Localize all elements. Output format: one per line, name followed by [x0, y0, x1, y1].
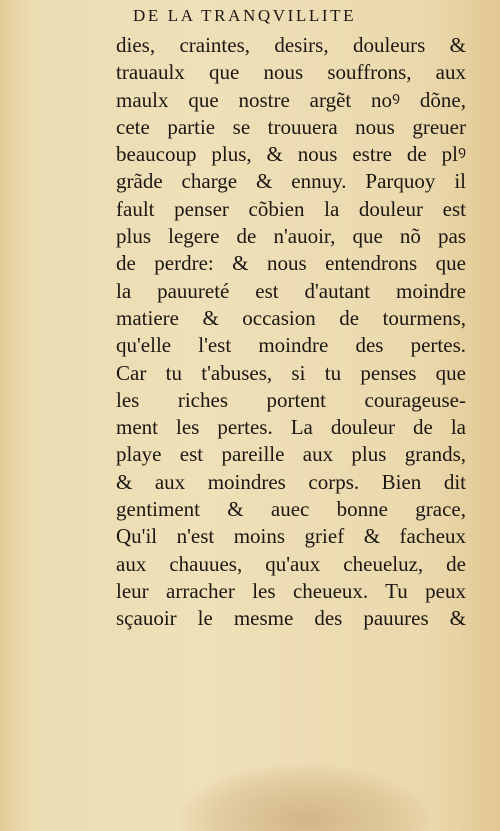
text-line: sçauoir le mesme des pauures & [116, 606, 466, 631]
text-line: qu'elle l'est moindre des pertes. [116, 333, 466, 358]
text-line: Car tu t'abuses, si tu penses que [116, 360, 466, 385]
text-line: matiere & occasion de tourmens, [116, 305, 466, 330]
text-line: aux chauues, qu'aux cheueluz, de [116, 551, 466, 576]
text-line: & aux moindres corps. Bien dit [116, 469, 466, 494]
text-line: cete partie se trouuera nous greuer [116, 114, 466, 139]
text-line: dies, craintes, desirs, douleurs & [116, 33, 466, 57]
text-line: fault penser cõbien la douleur est [116, 196, 466, 221]
page-stain [180, 765, 430, 831]
text-line: leur arracher les cheueux. Tu peux [116, 578, 466, 603]
text-line: la pauureté est d'autant moindre [116, 278, 466, 303]
text-line: playe est pareille aux plus grands, [116, 442, 466, 467]
text-line: ment les pertes. La douleur de la [116, 415, 466, 440]
text-line: trauaulx que nous souffrons, aux [116, 60, 466, 85]
text-line: les riches portent courageuse- [116, 387, 466, 412]
text-line: de perdre: & nous entendrons que [116, 251, 466, 276]
text-line: Qu'il n'est moins grief & facheux [116, 524, 466, 549]
text-line: beaucoup plus, & nous estre de plꝰ [116, 142, 466, 167]
text-line: gentiment & auec bonne grace, [116, 497, 466, 522]
running-head: DE LA TRANQVILLITE [133, 6, 357, 25]
text-line: grãde charge & ennuy. Parquoy il [116, 169, 466, 194]
text-line: maulx que nostre argẽt noꝰ dõne, [116, 87, 466, 112]
text-block [116, 32, 466, 633]
text-line: plus legere de n'auoir, que nõ pas [116, 224, 466, 249]
